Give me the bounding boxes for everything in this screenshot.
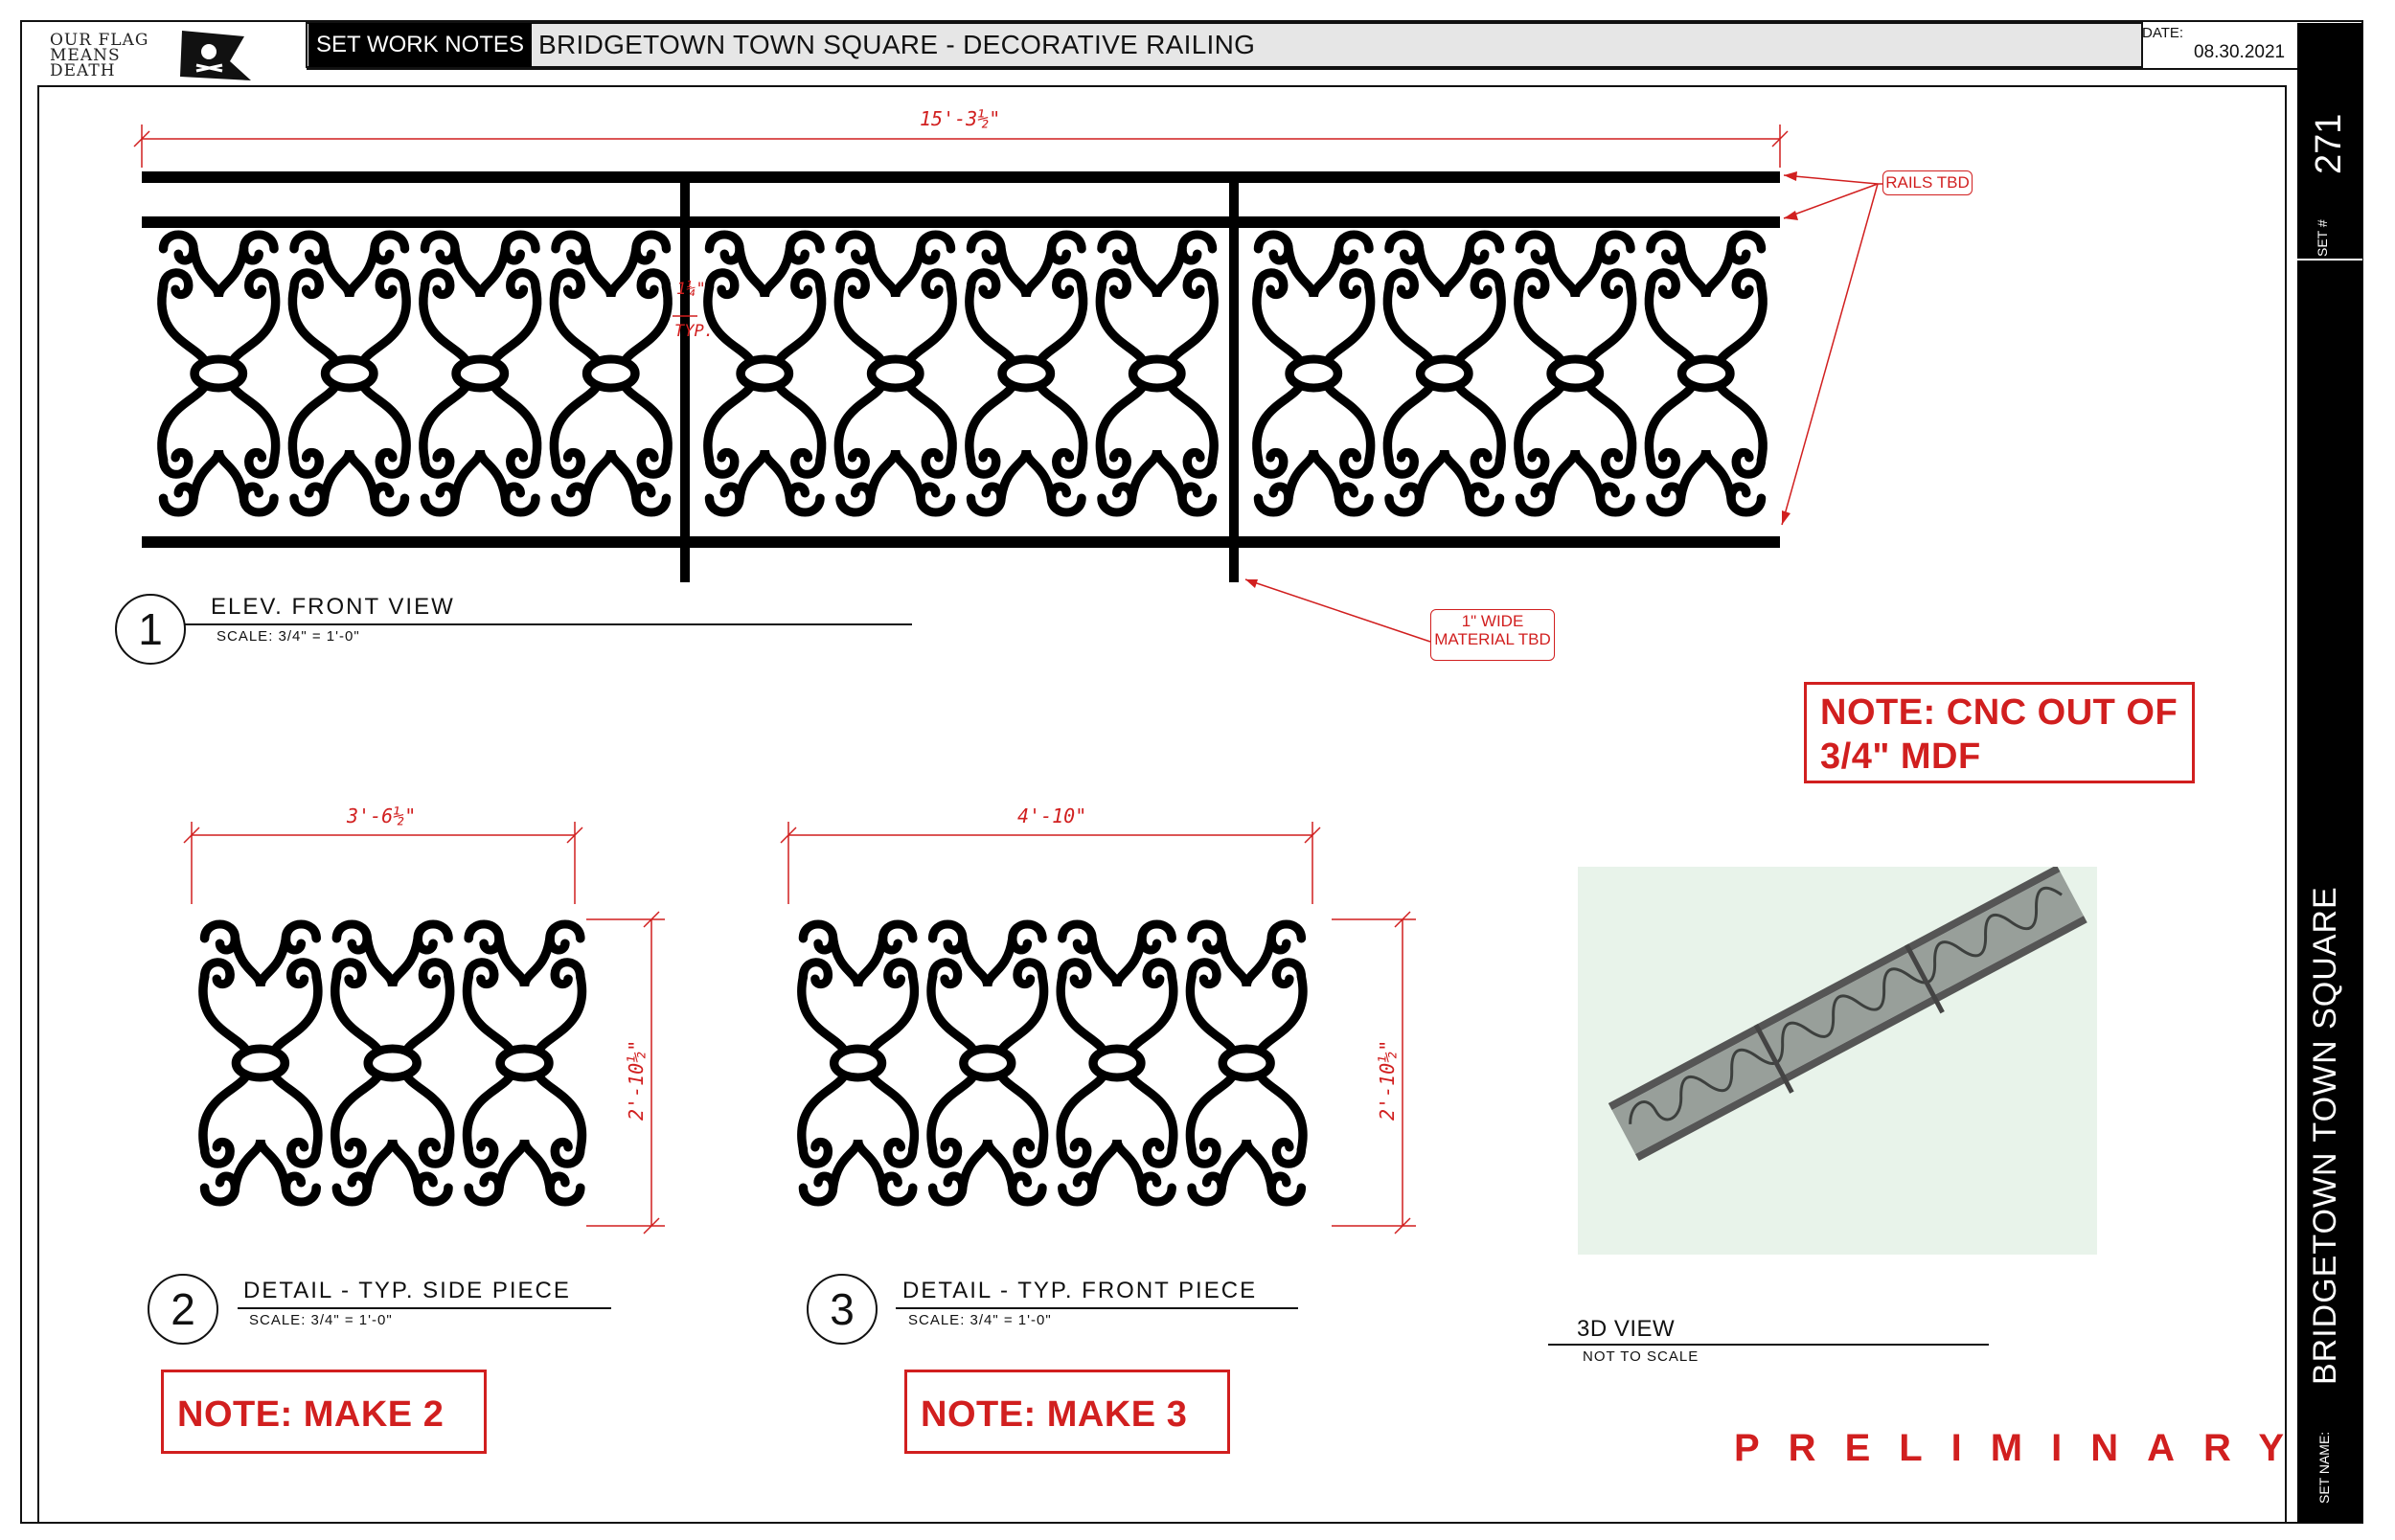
- view-number-1: 1: [115, 594, 186, 665]
- view-number-2: 2: [148, 1274, 218, 1345]
- dimension-overall-width: 15'-3½": [920, 107, 1001, 130]
- elevation-front-railing: [142, 171, 1780, 582]
- dimension-post-typ: TYP.: [674, 322, 714, 341]
- note-cnc: [1804, 682, 2195, 783]
- preliminary-stamp: PRELIMINARY: [1734, 1427, 2314, 1469]
- view-scale-1: SCALE: 3/4" = 1'-0": [217, 628, 360, 645]
- dimension-front-height: 2'-10½": [1376, 1039, 1399, 1121]
- dimension-side-height: 2'-10½": [625, 1039, 648, 1121]
- set-name: BRIDGETOWN TOWN SQUARE: [2307, 886, 2343, 1385]
- callout-rails: RAILS TBD: [1882, 170, 1973, 195]
- date-value: 08.30.2021: [2194, 42, 2286, 62]
- view-title-2: DETAIL - TYP. SIDE PIECE: [243, 1278, 571, 1303]
- strip-divider: [2297, 259, 2362, 260]
- section-label: SET WORK NOTES: [308, 23, 532, 67]
- dimension-post-width: 1¼": [676, 280, 706, 299]
- railing-3d-render: [1578, 867, 2097, 1255]
- callout-material-line2: MATERIAL TBD: [1434, 630, 1551, 648]
- view-scale-3: SCALE: 3/4" = 1'-0": [908, 1312, 1052, 1328]
- set-number-label: SET #: [2315, 219, 2330, 257]
- logo-wordmark: OUR FLAG MEANS DEATH: [50, 31, 149, 80]
- view-title-3: DETAIL - TYP. FRONT PIECE: [902, 1278, 1258, 1303]
- detail-side-piece: [203, 924, 582, 1202]
- view-title-1: ELEV. FRONT VIEW: [211, 594, 455, 620]
- note-cnc-line1: NOTE: CNC OUT OF: [1820, 692, 2178, 733]
- note-make-2: NOTE: MAKE 2: [161, 1370, 487, 1454]
- view-scale-3d: NOT TO SCALE: [1583, 1348, 1699, 1365]
- set-name-label: SET NAME:: [2316, 1431, 2332, 1504]
- dimension-front-width: 4'-10": [1017, 804, 1087, 827]
- callout-material-line1: 1" WIDE: [1461, 612, 1524, 630]
- show-logo: [38, 23, 259, 90]
- date-label: DATE:: [2142, 25, 2184, 41]
- sheet-title: BRIDGETOWN TOWN SQUARE - DECORATIVE RAILING: [538, 30, 1256, 59]
- view-scale-2: SCALE: 3/4" = 1'-0": [249, 1312, 393, 1328]
- dimension-side-width: 3'-6½": [347, 804, 417, 827]
- view-title-3d: 3D VIEW: [1577, 1316, 1676, 1342]
- render-3d-view: [1578, 867, 2097, 1255]
- note-cnc-line2: 3/4" MDF: [1820, 736, 1981, 777]
- view-number-3: 3: [807, 1274, 878, 1345]
- set-number: 271: [2309, 113, 2349, 174]
- note-make-3: NOTE: MAKE 3: [904, 1370, 1230, 1454]
- callout-material: [1430, 609, 1555, 661]
- detail-front-piece: [802, 924, 1303, 1202]
